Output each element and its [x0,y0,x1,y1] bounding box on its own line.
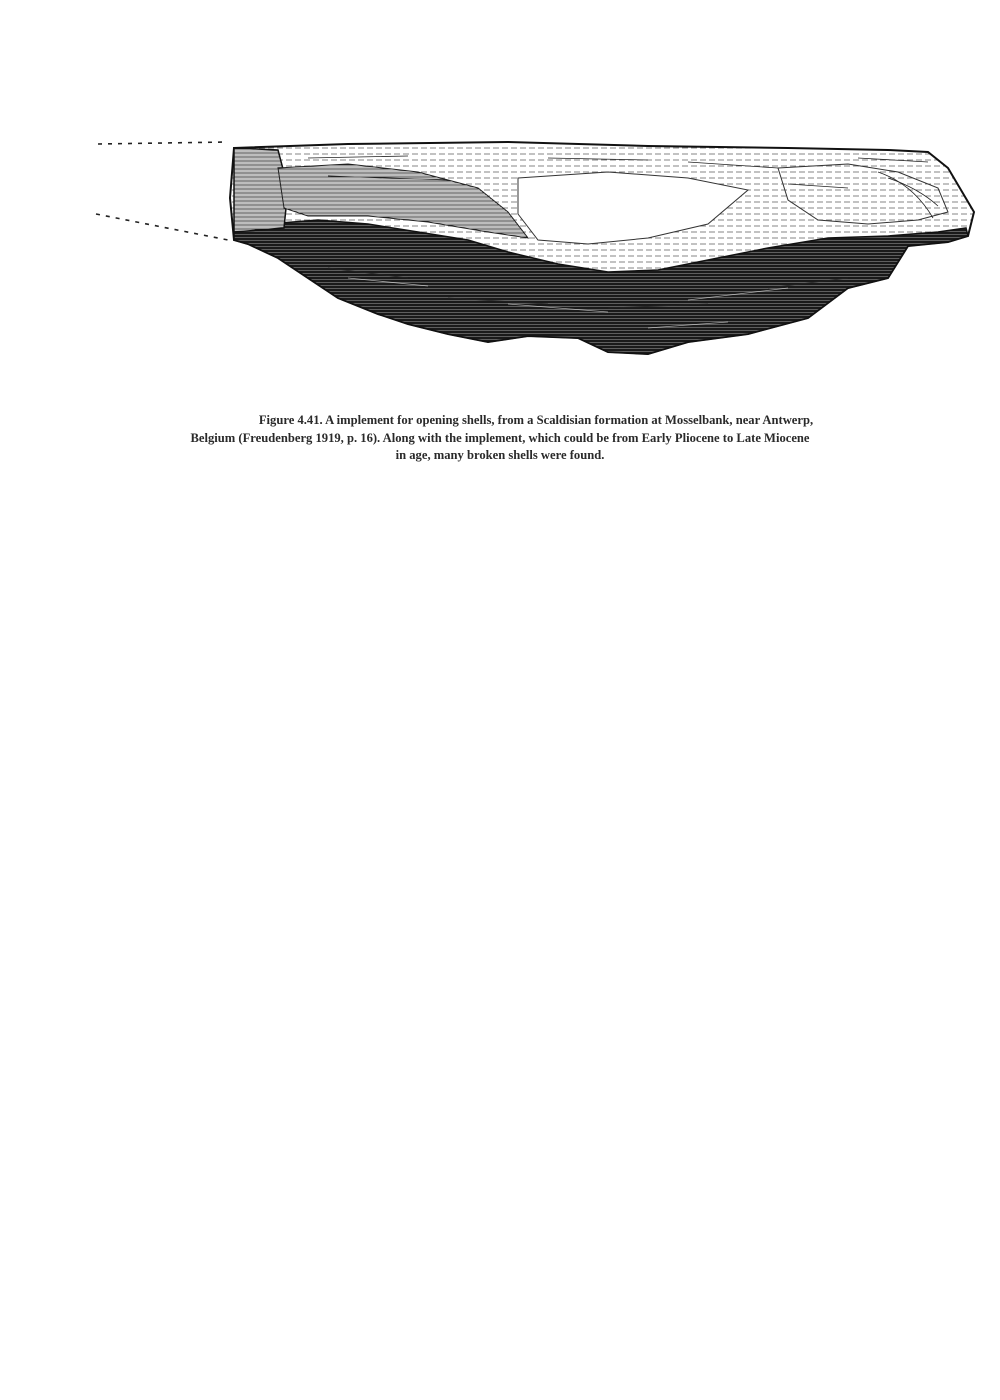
implement-left-end [234,148,288,232]
caption-line: Belgium (Freudenberg 1919, p. 16). Along with the implement, which could be from Early Pliocene to Late Miocene [190,430,810,445]
caption-line: Figure 4.41. A implement for opening shells, from a Scaldisian formation at Mosselbank, near Antwerp, [258,413,814,427]
figure-illustration [88,128,980,368]
implement-drawing [88,128,980,368]
figure-caption [150,412,850,465]
dotted-guide-lines [96,142,228,240]
caption-line: in age, many broken shells were found. [395,448,605,462]
